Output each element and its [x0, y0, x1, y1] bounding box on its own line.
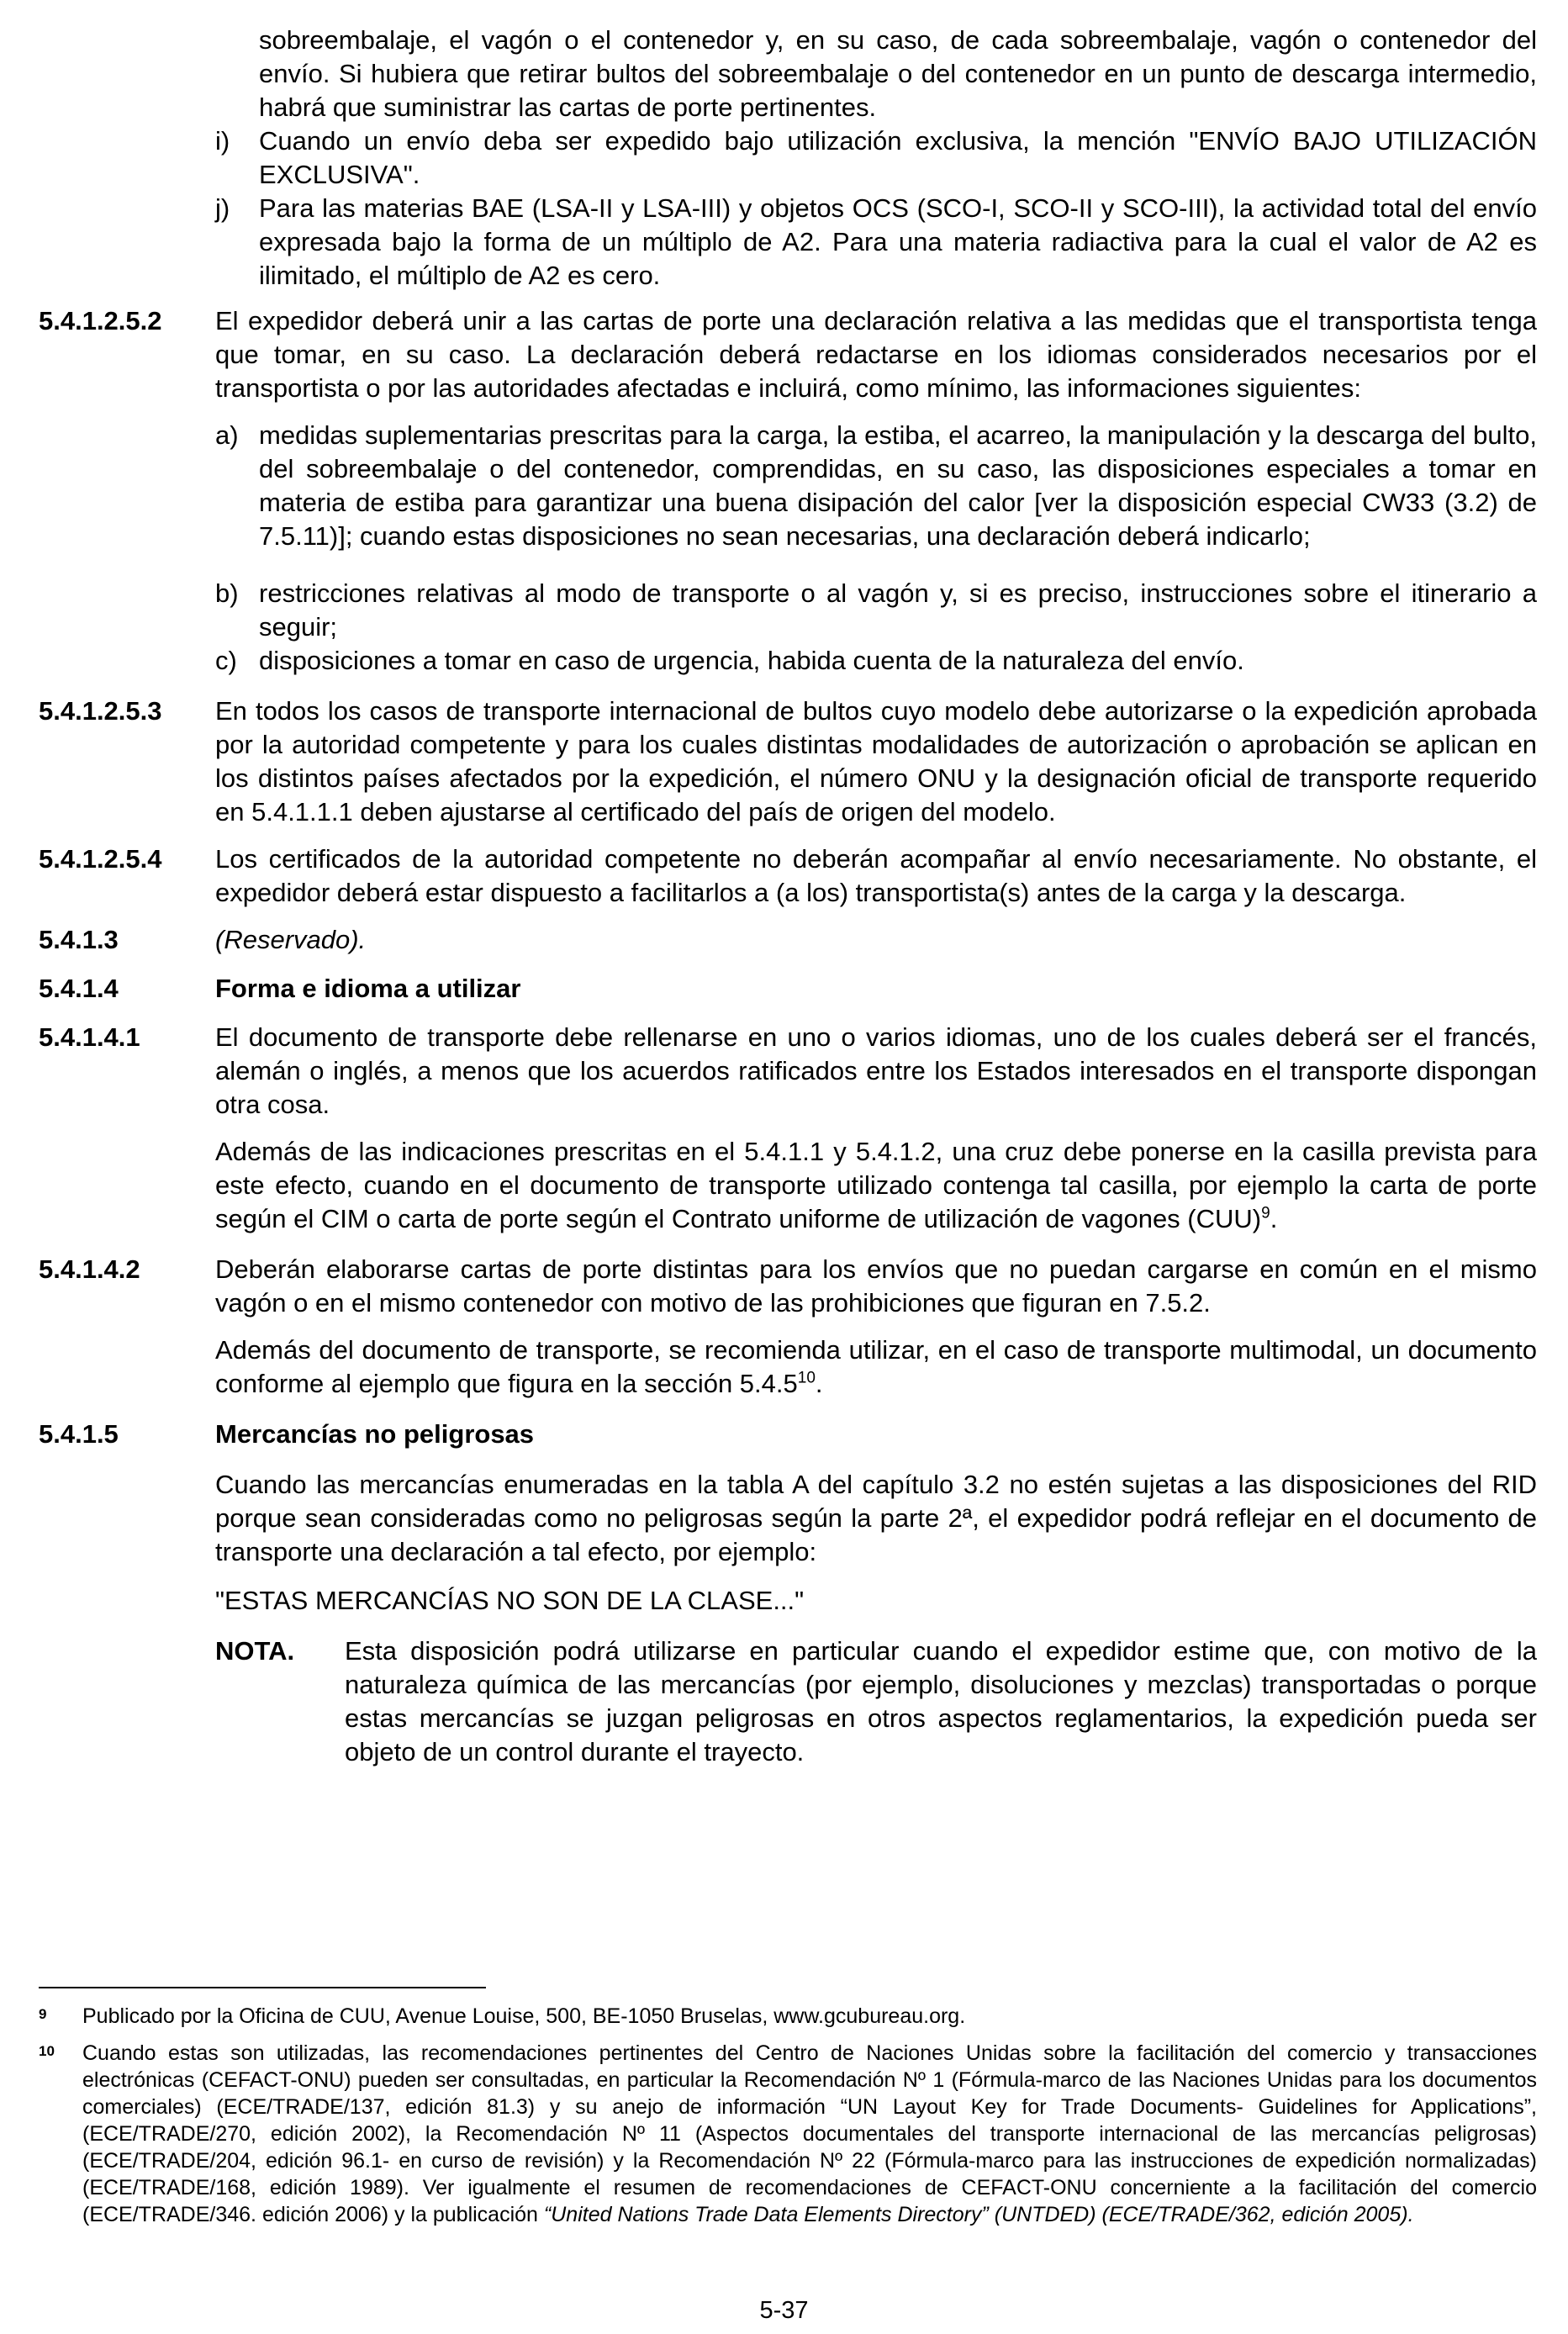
section-paragraph: Los certificados de la autoridad competente no deberán acompañar al envío necesariamente. No obstante, el expedidor deberá estar dispuesto a facilitarlos a (a los) transportista(s) antes de la carga y la descarga. [215, 844, 1537, 907]
footnote-ref: 10 [797, 1369, 816, 1387]
list-item-i [215, 124, 1537, 192]
note-label: NOTA. [215, 1636, 295, 1666]
section-number: 5.4.1.4.1 [39, 1022, 140, 1052]
continuation-paragraph: sobreembalaje, el vagón o el contenedor y, en su caso, de cada sobreembalaje, vagón o contenedor del envío. Si hubiera que retirar bultos del sobreembalaje o del contenedor en un punto de descarga intermedio, habrá que suministrar las cartas de porte pertinentes. [259, 25, 1537, 122]
footnote-italic: “United Nations Trade Data Elements Directory” (UNTDED) (ECE/TRADE/362, edición 2005). [543, 2203, 1414, 2226]
section-number: 5.4.1.2.5.3 [39, 696, 162, 726]
list-key: j) [215, 193, 230, 223]
section-number: 5.4.1.2.5.4 [39, 844, 162, 874]
list-key: i) [215, 126, 230, 156]
section-title: Forma e idioma a utilizar [215, 974, 521, 1003]
section-paragraph: El documento de transporte debe rellenarse en uno o varios idiomas, uno de los cuales deberá ser el francés, alemán o inglés, a menos que los acuerdos ratificados entre los Estados interesados en el transporte dispongan otra cosa. [215, 1022, 1537, 1119]
list-text: Para las materias BAE (LSA-II y LSA-III) y objetos OCS (SCO-I, SCO-II y SCO-III), la actividad total del envío expresada bajo la forma de un múltiplo de A2. Para una materia radiactiva para la cual el valor de A2 es ilimitado, el múltiplo de A2 es cero. [259, 193, 1537, 290]
section-title: Mercancías no peligrosas [215, 1419, 535, 1449]
list-item-a [215, 419, 1537, 553]
section-number: 5.4.1.2.5.2 [39, 306, 162, 335]
section-paragraph: En todos los casos de transporte internacional de bultos cuyo modelo debe autorizarse o la expedición aprobada por la autoridad competente y para los cuales distintas modalidades de autorización o aprobación se aplican en los distintos países afectados por la expedición, el número ONU y la designación oficial de transporte requerido en 5.4.1.1.1 deben ajustarse al certificado del país de origen del modelo. [215, 696, 1537, 826]
footnote-text: Publicado por la Oficina de CUU, Avenue Louise, 500, BE-1050 Bruselas, www.gcubureau.org. [82, 2004, 966, 2028]
list-text: disposiciones a tomar en caso de urgencia, habida cuenta de la naturaleza del envío. [259, 646, 1244, 675]
section-paragraph: El expedidor deberá unir a las cartas de porte una declaración relativa a las medidas que el transportista tenga que tomar, en su caso. La declaración deberá redactarse en los idiomas considerados necesarios por el transportista o por las autoridades afectadas e incluirá, como mínimo, las informaciones siguientes: [215, 306, 1537, 403]
section-paragraph: (Reservado). [215, 925, 367, 954]
list-text: restricciones relativas al modo de transporte o al vagón y, si es preciso, instrucciones sobre el itinerario a seguir; [259, 578, 1537, 642]
section-paragraph [215, 1135, 1537, 1236]
list-key: b) [215, 578, 239, 608]
list-text: medidas suplementarias prescritas para la carga, la estiba, el acarreo, la manipulación y la descarga del bulto, del sobreembalaje o del contenedor, comprendidas, en su caso, las disposiciones especiales a tomar en materia de estiba para garantizar una buena disipación del calor [ver la disposición especial CW33 (3.2) de 7.5.11)]; cuando estas disposiciones no sean necesarias, una declaración deberá indicarlo; [259, 420, 1537, 551]
list-key: a) [215, 420, 239, 450]
paragraph-text: Además del documento de transporte, se recomienda utilizar, en el caso de transporte multimodal, un documento conforme al ejemplo que figura en la sección 5.4.5 [215, 1335, 1537, 1398]
section-number: 5.4.1.5 [39, 1419, 119, 1449]
section-paragraph: Deberán elaborarse cartas de porte distintas para los envíos que no puedan cargarse en común en el mismo vagón o en el mismo contenedor con motivo de las prohibiciones que figuran en 7.5.2. [215, 1254, 1537, 1317]
list-item-j [215, 192, 1537, 293]
footnote-mark: 10 [39, 2043, 55, 2059]
paragraph-text: Además de las indicaciones prescritas en el 5.4.1.1 y 5.4.1.2, una cruz debe ponerse en la casilla prevista para este efecto, cuando en el documento de transporte utilizado contenga tal casilla, por ejemplo la carta de porte según el CIM o carta de porte según el Contrato uniforme de utilización de vagones (CUU) [215, 1137, 1537, 1233]
example-statement: "ESTAS MERCANCÍAS NO SON DE LA CLASE..." [215, 1586, 805, 1615]
section-number: 5.4.1.4 [39, 974, 119, 1003]
list-item-c [215, 644, 1537, 678]
footnote-text [82, 2040, 1537, 2228]
footnote-ref: 9 [1261, 1204, 1270, 1222]
section-number: 5.4.1.4.2 [39, 1254, 140, 1284]
footnote-body: Cuando estas son utilizadas, las recomendaciones pertinentes del Centro de Naciones Unidas sobre la facilitación del comercio y transacciones electrónicas (CEFACT-ONU) pueden ser consultadas, en particular la Recomendación Nº 1 (Fórmula-marco de las Naciones Unidas para los documentos comerciales) (ECE/TRADE/137, edición 81.3) y su anejo de información “UN Layout Key for Trade Documents- Guidelines for Applications”, (ECE/TRADE/270, edición 2002), la Recomendación Nº 11 (Aspectos documentales del transporte internacional de las mercancías peligrosas) (ECE/TRADE/204, edición 96.1- en curso de revisión) y la Recomendación Nº 22 (Fórmula-marco para las instrucciones de expedición normalizadas) (ECE/TRADE/168, edición 1989). Ver igualmente el resumen de recomendaciones de CEFACT-ONU concerniente a la facilitación del comercio (ECE/TRADE/346. edición 2006) y la publicación [82, 2041, 1537, 2226]
section-paragraph: Cuando las mercancías enumeradas en la tabla A del capítulo 3.2 no estén sujetas a las disposiciones del RID porque sean consideradas como no peligrosas según la parte 2ª, el expedidor podrá reflejar en el documento de transporte una declaración a tal efecto, por ejemplo: [215, 1470, 1537, 1566]
paragraph-end: . [1270, 1204, 1278, 1233]
section-paragraph [215, 1333, 1537, 1401]
list-item-b [215, 577, 1537, 644]
list-text: Cuando un envío deba ser expedido bajo utilización exclusiva, la mención "ENVÍO BAJO UTILIZACIÓN EXCLUSIVA". [259, 126, 1537, 189]
section-number: 5.4.1.3 [39, 925, 119, 954]
page-number: 5-37 [759, 2297, 809, 2324]
list-key: c) [215, 646, 237, 675]
paragraph-end: . [815, 1369, 823, 1398]
footnote-mark: 9 [39, 2006, 47, 2022]
footnote-separator [39, 1987, 486, 1988]
note-text: Esta disposición podrá utilizarse en particular cuando el expedidor estime que, con motivo de la naturaleza química de las mercancías (por ejemplo, disoluciones y mezclas) transportadas o porque estas mercancías se juzgan peligrosas en otros aspectos reglamentarios, la expedición pueda ser objeto de un control durante el trayecto. [345, 1636, 1537, 1766]
